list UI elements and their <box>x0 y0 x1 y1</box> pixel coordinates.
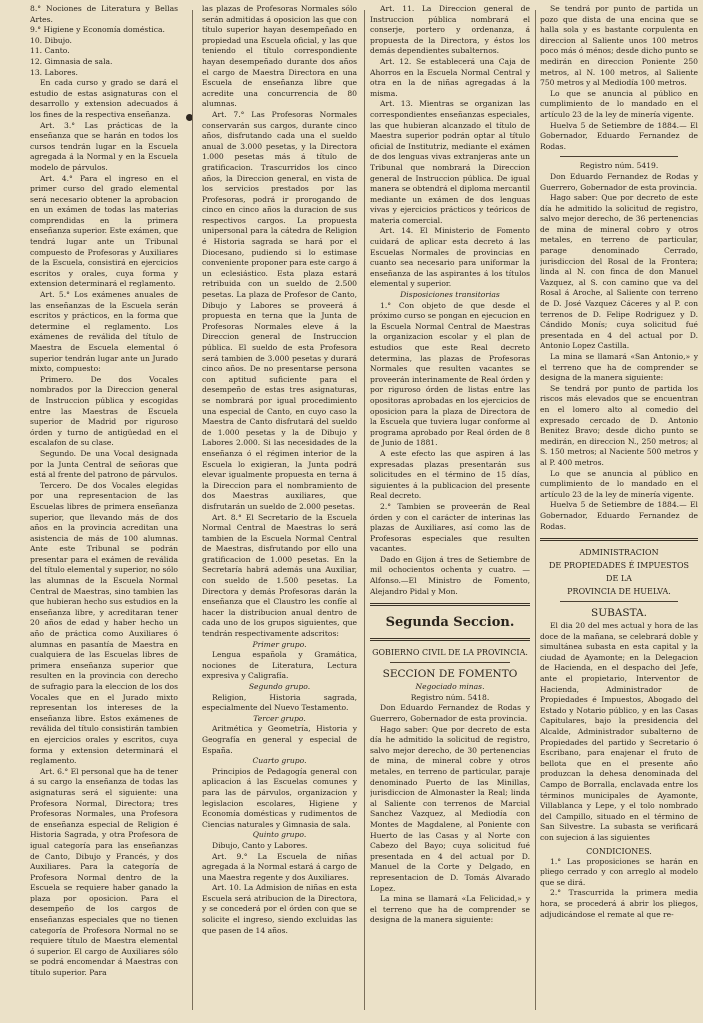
paragraph: En cada curso y grado se dará el estudio de estas asignaturas con el desarrollo y extension adecuados á los fines de la respectiva enseñanza. <box>30 78 178 119</box>
gobierno-heading: GOBIERNO CIVIL DE LA PROVINCIA. <box>372 648 528 658</box>
list-item: 9.° Higiene y Economía doméstica. <box>30 25 165 35</box>
column-divider <box>364 10 365 1010</box>
section-rule <box>540 538 698 541</box>
paragraph: Art. 11. La Direccion general de Instruccion pública nombrará el conserje, portero y ordenanza, á propuesta de la Directora, y éstos los demás dependientes subalternos. <box>370 4 530 56</box>
group-title: Segundo grupo. <box>248 682 311 691</box>
group-text: Lengua española y Gramática, nociones de Literatura, Lectura expresiva y Caligrafía. <box>202 650 357 681</box>
list-item: 10. Dibujo. <box>30 35 72 45</box>
paragraph: Huelva 5 de Setiembre de 1884.— El Gobernador, Eduardo Fernandez de Rodas. <box>540 120 698 151</box>
paragraph: Se tendrá por punto de partida un pozo que dista de una encina que se halla sola y es bastante corpulenta en direccion al Saliente unos 100 metros poco más ó ménos; desde dicho punto se medirán en direccion Poniente 250 metros, al N. 100 metros, al Saliente 750 metros y al Mediodía 100 metros. <box>540 4 698 88</box>
group-text: Aritmética y Geometría, Historia y Geografía en general y especial de España. <box>202 724 357 755</box>
paragraph: La mina se llamará «San Antonio,» y el terreno que ha de comprender se designa de la manera siguiente: <box>540 352 698 383</box>
paragraph: Art. 13. Mientras se organizan las correspondientes enseñanzas especiales, las que hubieran alcanzado el título de Maestra superior podrán optar al título oficial de Institutriz, mediante el exámen de dos lenguas vivas extranjeras ante un Tribunal que nombrará la Direccion general de Instruccion pública. De igual manera se obtendrá el diploma mercantil mediante un exámen de dos lenguas vivas y ejercicios prácticos y teóricos de materia comercial. <box>370 99 530 225</box>
negociado: Negociado minas. <box>415 682 485 692</box>
section-rule <box>370 603 530 606</box>
registro-number: Registro núm. 5418. <box>410 692 490 702</box>
admin-heading: DE PROPIEDADES É IMPUESTOS <box>548 561 690 571</box>
subasta-heading: SUBASTA. <box>591 607 647 620</box>
divider <box>560 601 678 602</box>
admin-heading: PROVINCIA DE HUELVA. <box>567 587 671 597</box>
paragraph: Art. 14. El Ministerio de Fomento cuidará de aplicar esta decreto á las Escuelas Normales de provincias en cuanto sea necesario para uniformar la enseñanza de las aspirantes á los títulos elemental y superior. <box>370 226 530 289</box>
paragraph: 1.° Las proposiciones se harán en pliego cerrado y con arreglo al modelo que se dirá. <box>540 856 698 887</box>
section-rule <box>370 638 530 641</box>
paragraph: 1.° Con objeto de que desde el próximo curso se pongan en ejecucion en la Escuela Normal Central de Maestras la organizacion escolar y el plan de estudios que este Real decreto determina, las plazas de Profesoras Normales que resulten vacantes se proveerán interinamente de Real órden y por riguroso órden de listas entre las opositoras aprobadas en los ejercicios de oposicion para la plaza de Directora de la Escuela que tuviera lugar conforme al programa aprobado por Real órden de 8 de Junio de 1881. <box>370 300 530 448</box>
paragraph: Art. 3.° Las prácticas de la enseñanza que se harán en todos los cursos tendrán lugar en la Escuela agregada á la Normal y en la Escuela modelo de párvulos. <box>30 120 178 172</box>
group-title: Quinto grupo. <box>252 830 307 840</box>
paragraph: Art. 10. La Admision de niñas en esta Escuela será atribucion de la Directora, y se concederá por el órden con que se solicite el ingreso, siendo excluidas las que pasen de 14 años. <box>202 883 357 935</box>
paragraph: Don Eduardo Fernandez de Rodas y Guerrero, Gobernador de esta provincia. <box>370 703 530 724</box>
paragraph: Huelva 5 de Setiembre de 1884.— El Gobernador, Eduardo Fernandez de Rodas. <box>540 500 698 531</box>
paragraph: Art. 7.° Las Profesoras Normales conservarán sus cargos, durante cinco años, disfrutando cada una el sueldo anual de 3.000 pesetas, y la Directora 1.000 pesetas más á título de gratificacion. Trascurridos los cinco años, la Direccion general, en vista de los servicios prestados por las Profesoras, podrá ir prorogando de cinco en cinco años la duracion de sus respectivos cargos. La propuesta unipersonal para la cátedra de Religion é Historia sagrada se hará por el Diocesano, pudiendo si lo estimase conveniente proponer para este cargo á un eclesiástico. Esta plaza estará retribuida con un sueldo de 2.500 pesetas. La plaza de Profesor de Canto, Dibujo y Labores se proveerá á propuesta en terna que la Junta de Profesoras Normales eleve á la Direccion general de Instruccion pública. El sueldo de esta Profesora será tambien de 3.000 pesetas y durará cinco años. De no presentarse persona con aptitud suficiente para el desempeño de estas tres asignaturas, se nombrará por igual procedimiento una especial de Canto, en cuyo caso la Maestra de Canto disfrutará del sueldo de 1.000 pesetas y la de Dibujo y Labores 2.000. Si las necesidades de la enseñanza ó el régimen interior de la Escuela lo exigieran, la Junta podrá elevar igualmente propuesta en terna á la Direccion para el nombramiento de dos Maestras auxiliares, que disfrutarán un sueldo de 2.000 pesetas. <box>202 109 357 511</box>
group-title: Primer grupo. <box>252 639 307 649</box>
paragraph: Art. 8.° El Secretario de la Escuela Normal Central de Maestras lo será tambien de la Escuela Normal Central de Maestras, disfrutando por ello una gratificacion de 1.000 pesetas. En la Secretaría habrá además una Auxiliar, con sueldo de 1.500 pesetas. La Directora y demás Profesoras darán la enseñanza que el Claustro les confíe al hacer la distribucion anual dentro de cada uno de los grupos siguientes, que tendrán respectivamente adscritos: <box>202 512 357 639</box>
paragraph: Segundo. De una Vocal designada por la Junta Central de señoras que está al frente del patrono de párvulos. <box>30 448 178 480</box>
divider <box>390 662 510 663</box>
list-item: 13. Labores. <box>30 67 78 77</box>
admin-heading: ADMINISTRACION <box>579 548 659 558</box>
column-2 <box>202 4 357 1014</box>
paragraph: Dado en Gijon á tres de Setiembre de mil ochocientos ochenta y cuatro. —Alfonso.—El Ministro de Fomento, Alejandro Pidal y Mon. <box>370 554 530 596</box>
paragraph: Lo que se anuncia al público en cumplimiento de lo mandado en el artículo 23 de la ley de minería vigente. <box>540 468 698 499</box>
section-title: Segunda Seccion. <box>385 615 515 631</box>
fomento-heading: SECCION DE FOMENTO <box>382 668 518 681</box>
transitorias-title: Disposiciones transitorias <box>400 290 500 300</box>
paragraph: Art. 9.° La Escuela de niñas agregada á la Normal estará á cargo de una Maestra regente y dos Auxiliares. <box>202 851 357 882</box>
list-item: 11. Canto. <box>30 46 70 56</box>
paragraph: Hago saber: Que por decreto de esta día he admitido la solicitud de registro, salvo mejor derecho, de 30 pertenencias de mina, de mineral cobre y otros metales, en terreno de particular, paraje denominado Puerto de las Minillas, jurisdiccion de Almonaster la Real; linda al Saliente con terrenos de Marcial Sanchez Vazquez, al Mediodía con Montes de Magdalene, al Poniente con Huerto de las Casas y al Norte con Cabezo del Bayo; cuya solicitud fué presentada en 4 del actual por D. Manuel de la Corte y Delgado, en representacion de D. Tomás Alvarado Lopez. <box>370 724 530 893</box>
column-3 <box>370 4 530 1014</box>
paragraph: Primero. De dos Vocales nombrados por la Direccion general de Instruccion pública y escogidas entre las Maestras de Escuela superior de Madrid por riguroso órden y turno de antigüedad en el escalafon de su clase. <box>30 374 178 448</box>
group-title: Cuarto grupo. <box>252 756 307 766</box>
group-text: Religion, Historia sagrada, especialmente del Nuevo Testamento. <box>202 692 357 713</box>
group-title: Tercer grupo. <box>253 713 306 723</box>
paragraph: La mina se llamará «La Felicidad,» y el terreno que ha de comprender se designa de la manera siguiente: <box>370 894 530 925</box>
column-1 <box>30 4 178 1014</box>
paragraph: Hago saber: Que por decreto de este día he admitido la solicitud de registro, salvo mejor derecho, de 36 pertenencias de mina de mineral cobro y otros metales, en terreno de particular, parage denominado Cerrado, jurisdiccion del Rosal de la Frontera; linda al N. con finca de don Manuel Vazquez, al S. con camino que va del Rosal á Aroche, al Saliente con terreno de D. José Vazquez Cáceres y al P. con terrenos de D. Felipe Rodriguez y D. Cándido Monís; cuya solicitud fué presentada en 4 del actual por D. Antonio Lopez Castilla. <box>540 193 698 351</box>
paragraph: 2.° Trascurrida la primera media hora, se procederá á abrir los pliegos, adjudicándose el remate al que re- <box>540 888 698 919</box>
group-text: Principios de Pedagogía general con aplicacion á las Escuelas comunes y para las de párvulos, organizacion y legislacion escolares, Higiene y Economía domésticas y rudimentos de Ciencias naturales y Gimnasia de sala. <box>202 766 357 829</box>
column-divider <box>192 10 193 1010</box>
paragraph: A este efecto las que aspiren á las expresadas plazas presentarán sus solicitudes en el término de 15 días, siguientes á la publicacion del presente Real decreto. <box>370 448 530 501</box>
paragraph: Lo que se anuncia al público en cumplimiento de lo mandado en el artículo 23 de la ley de minería vigente. <box>540 88 698 119</box>
divider <box>560 156 678 157</box>
condiciones-heading: CONDICIONES. <box>586 846 652 856</box>
column-divider <box>535 10 536 1010</box>
column-4 <box>540 4 698 1014</box>
paragraph: las plazas de Profesoras Normales sólo serán admitidas á oposicion las que con título superior hayan desempeñado en propiedad una Escuela oficial, y las que teniendo el título correspondiente hayan desempeñado durante dos años el cargo de Maestra Directora en una Escuela de enseñanza libre que acredite una concurrencia de 80 alumnas. <box>202 4 357 109</box>
paragraph: Se tendrá por punto de partida los riscos más elevados que se encuentran en el lomero alto al comedio del expresado cercado de D. Antonio Benitez Bravo; desde dicho punto se medirán, en direccion N., 250 metros; al S. 150 metros; al Naciente 500 metros y al P. 400 metros. <box>540 383 698 467</box>
paragraph: Art. 12. Se establecerá una Caja de Ahorros en la Escuela Normal Central y otra en la de niñas agregadas á la misma. <box>370 56 530 98</box>
paragraph: 2.° Tambien se proveerán de Real órden y con el carácter de interinas las plazas de Auxiliares, así como las de Profesoras especiales que resulten vacantes. <box>370 501 530 554</box>
paragraph: Tercero. De dos Vocales elegidas por una representacion de las Escuelas libres de primera enseñanza superior, que llevando más de dos años en la provincia acreditan una asistencia de más de 100 alumnas. Ante este Tribunal se podrán presentar para el exámen de reválida del título elemental y superior, no sólo las alumnas de la Escuela Normal Central de Maestras, sino tambien las que hubieran hecho sus estudios en la enseñanza libre, y acreditaran tener 20 años de edad y haber hecho un año de práctica como Auxiliares ó alumnas en pasantía de Maestra en cualquiera de las Escuelas libres de primera enseñanza superior que resulten en la provincia con derecho de sufragio para la eleccion de los dos Vocales que en el Jurado mixto representan los intereses de la enseñanza libre. Estos exámenes de reválida del título consistirán tambien en ejercicios orales y escritos, cuya forma y extension determinará el reglamento. <box>30 480 178 766</box>
list-item: 12. Gimnasia de sala. <box>30 56 113 66</box>
paragraph: Art. 6.° El personal que ha de tener á su cargo la enseñanza de todas las asignaturas será el siguiente: una Profesora Normal, Directora; tres Profesoras Normales, una Profesora de enseñanza especial de Religion é Historia Sagrada, y otra Profesora de igual categoría para las enseñanzas de Canto, Dibujo y Francés, y dos Auxiliares. Para la categoría de Profesora Normal dentro de la Escuela se requiere haber ganado la plaza por oposicion. Para el desempeño de los cargos de enseñanzas especiales que no tienen categoría de Profesora Normal no se requiere título de Maestra elemental ó superior. El cargo de Auxiliares sólo se podrá encomendar á Maestras con título superior. Para <box>30 766 178 978</box>
paragraph: El dia 20 del mes actual y hora de las doce de la mañana, se celebrará doble y simultánea subasta en esta capital y la ciudad de Ayamonte; en la Delegacion de Hacienda, en el despacho del Jefe, ante el propietario, Interventor de Hacienda, Administrador de Propiedades é Impuestos, Abogado del Estado y Notario público, y en las Casas Capitulares, bajo la presidencia del Alcalde, Administrador subalterno de Propiedades del partido y Secretario ó Escribano, para enajenar el fruto de bellota que en el presente año produzcan la dehesa denominada del Campo de Borralla, enclavada entre los términos municipales de Ayamonte, Villablanca y Lepe, y el tolo nombrado del Campillo, situado en el término de San Silvestre. La subasta se verificará con sujecion á las siguientes <box>540 621 698 842</box>
paragraph: Don Eduardo Fernandez de Rodas y Guerrero, Gobernador de esta provincia. <box>540 171 698 192</box>
admin-heading: DE LA <box>606 574 632 584</box>
group-text: Dibujo, Canto y Labores. <box>212 840 308 850</box>
registro-number: Registro núm. 5419. <box>579 161 659 171</box>
paragraph: Art. 4.° Para el ingreso en el primer curso del grado elemental será necesario obtener la aprobacion en un exámen de todas las materias comprendidas en la primera enseñanza superior. Este exámen, que tendrá lugar ante un Tribunal compuesto de Profesoras y Auxiliares de la Escuela, consistirá en ejercicios escritos y orales, cuya forma y extension determinará el reglamento. <box>30 173 178 289</box>
paragraph: Art. 5.° Los exámenes anuales de las enseñanzas de la Escuela serán escritos y prácticos, en la forma que determine el reglamento. Los exámenes de reválida del título de Maestra de Escuela elemental ó superior tendrán lugar ante un Jurado mixto, compuesto: <box>30 290 178 374</box>
list-item: 8.° Nociones de Literatura y Bellas Artes. <box>30 4 178 24</box>
